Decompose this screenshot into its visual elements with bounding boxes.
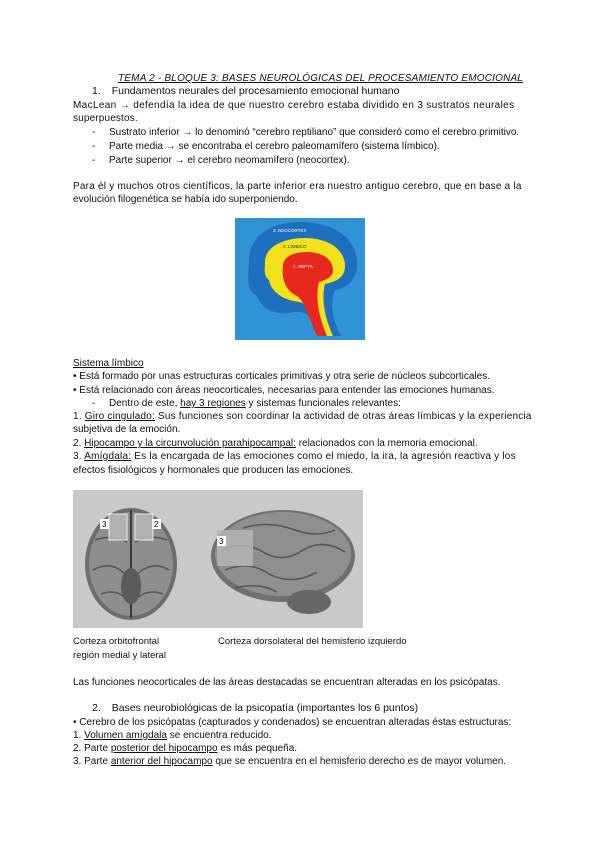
limbic-item2-text: relacionados con la memoria emocional. — [298, 438, 478, 449]
limbic-item1-text: Sus funciones son coordinar la actividad de otras áreas límbicas y la experiencia — [157, 411, 532, 422]
limbic-item1-line2: subjetiva de la emoción. — [73, 424, 181, 435]
section1-bullet: - — [92, 127, 96, 138]
limbic-item3-text: Es la encargada de las emociones como el miedo, la ira, la agresión reactiva y los — [134, 451, 516, 462]
caption-left-line1: Corteza orbitofrontal — [73, 636, 160, 647]
section2-item3-term: anterior del hipocampo — [110, 756, 213, 767]
limbic-sub-line — [109, 397, 401, 410]
section1-heading — [92, 85, 399, 98]
section1-paragraph-line2: evolución filogenética se había ido superponiendo. — [73, 194, 298, 205]
section2-item3-prefix: 3. Parte — [73, 756, 109, 767]
section2-item2 — [73, 742, 297, 755]
limbic-bullet2: • Está relacionado con áreas neocorticales, necesarias para entender las emociones humanas. — [73, 385, 495, 396]
limbic-item3-number: 3. — [73, 451, 82, 462]
limbic-item2 — [73, 437, 478, 450]
section1-bullet-text: Sustrato inferior → lo denominó “cerebro reptiliano” que consideró como el cerebro primitivo. — [109, 127, 520, 138]
section1-intro-line1: MacLean → defendía la idea de que nuestro cerebro estaba dividido en 3 sustratos neurales — [73, 100, 515, 111]
limbic-sub-prefix: Dentro de este, — [109, 398, 178, 409]
limbic-item2-term: Hipocampo y la circunvolución parahipocampal: — [84, 438, 296, 449]
caption-right: Corteza dorsolateral del hemisferio izquierdo — [218, 636, 407, 647]
section1-bullet-text: Parte superior → el cerebro neomamífero (neocortex). — [109, 155, 350, 166]
section2-item1-number: 1. — [73, 730, 82, 741]
limbic-heading: Sistema límbico — [73, 358, 144, 369]
section1-paragraph-line1: Para él y muchos otros científicos, la parte inferior era nuestro antiguo cerebro, que en base a la — [73, 181, 522, 192]
figure-label-neocortex: 3. NEOCORTEX — [273, 228, 307, 233]
section1-number: 1. — [92, 85, 101, 97]
section2-item2-prefix: 2. Parte — [73, 743, 109, 754]
figure-label-reptile: 1. REPTIL — [293, 264, 314, 269]
section2-item1-term: Volumen amígdala — [84, 730, 167, 741]
region-label-3-left: 3 — [102, 520, 107, 529]
region-label-3-right: 3 — [219, 537, 224, 546]
limbic-item1-number: 1. — [73, 411, 82, 422]
section2-heading — [92, 702, 418, 715]
limbic-item1-term: Giro cingulado: — [84, 411, 155, 422]
document-title: TEMA 2 - BLOQUE 3: BASES NEUROLÓGICAS DEL PROCESAMIENTO EMOCIONAL — [118, 73, 524, 84]
caption-left-line2: región medial y lateral — [73, 650, 166, 661]
section1-bullet: - — [92, 141, 96, 152]
section2-item1-text: se encuentra reducido. — [169, 730, 272, 741]
section2-item2-text: es más pequeña. — [220, 743, 298, 754]
limbic-item3-term: Amígdala: — [84, 451, 132, 462]
section2-number: 2. — [92, 702, 101, 714]
section2-item2-term: posterior del hipocampo — [110, 743, 218, 754]
section1-intro-line2: superpuestos. — [73, 113, 138, 124]
section2-heading-text: Bases neurobiológicas de la psicopatía (importantes los 6 puntos) — [111, 702, 419, 714]
section1-heading-text: Fundamentos neurales del procesamiento emocional humano — [111, 85, 400, 97]
section2-item1 — [73, 729, 271, 742]
section2-intro: • Cerebro de los psicópatas (capturados y condenados) se encuentran alteradas éstas estructuras: — [73, 717, 512, 728]
triune-brain-figure — [235, 218, 365, 340]
limbic-item3 — [73, 450, 516, 463]
limbic-sub-dash: - — [92, 398, 96, 409]
section2-item3 — [73, 755, 506, 768]
limbic-bullet1: • Está formado por unas estructuras corticales primitivas y otra serie de núcleos subcorticales. — [73, 371, 491, 382]
limbic-item3-line2: efectos fisiológicos y hormonales que producen las emociones. — [73, 465, 354, 476]
limbic-item2-number: 2. — [73, 438, 82, 449]
section2-item3-text: que se encuentra en el hemisferio derecho es de mayor volumen. — [215, 756, 507, 767]
limbic-item1 — [73, 410, 532, 423]
brain-photos-figure — [73, 490, 363, 628]
limbic-sub-underlined: hay 3 regiones — [180, 398, 246, 409]
neocortical-note: Las funciones neocorticales de las áreas destacadas se encuentran alteradas en los psicópatas. — [73, 677, 501, 688]
region-label-2: 2 — [154, 520, 159, 529]
limbic-sub-suffix: y sistemas funcionales relevantes: — [248, 398, 401, 409]
section1-bullet: - — [92, 155, 96, 166]
figure-label-limbic: 2. LÍMBICO — [283, 244, 307, 249]
section1-bullet-text: Parte media → se encontraba el cerebro paleomamífero (sistema límbico). — [109, 141, 440, 152]
inferior-brain-photo — [85, 508, 177, 620]
